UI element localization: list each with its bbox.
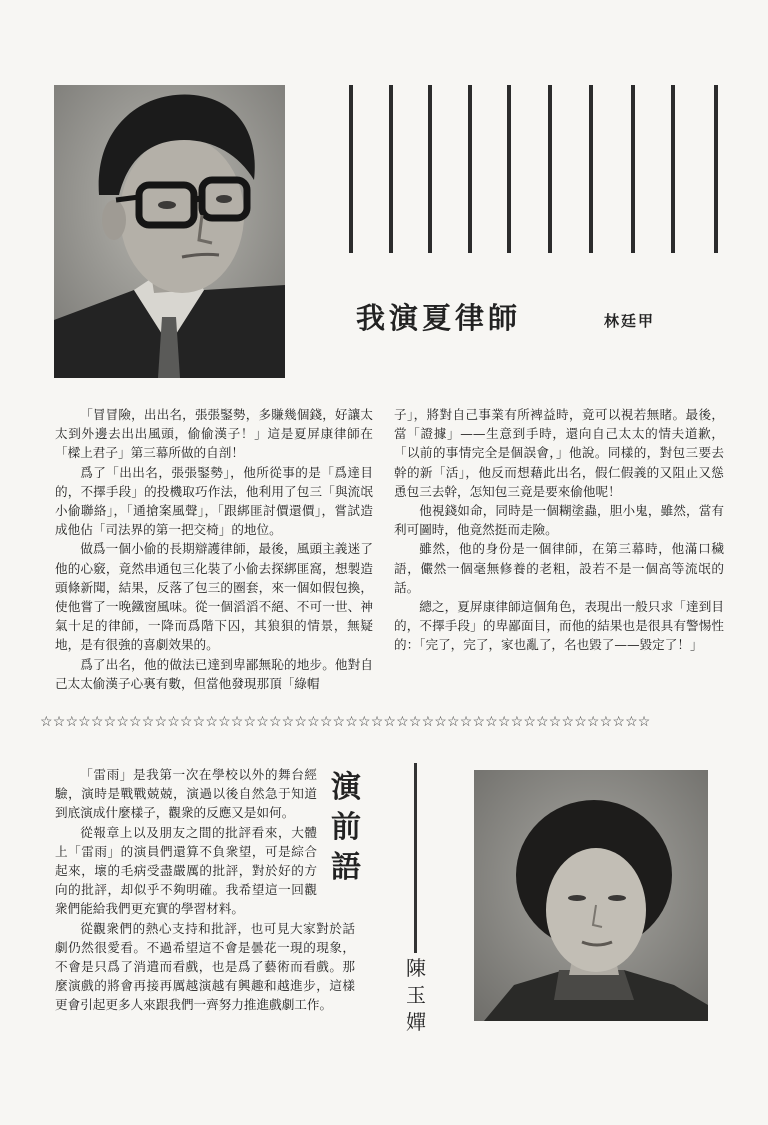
deco-line (428, 85, 432, 253)
author-char: 嬋 (406, 1010, 426, 1034)
article2-body (55, 765, 355, 1015)
paragraph: 子」，將對自己事業有所裨益時，竟可以視若無睹。最後，當「證據」——生意到手時，還向自己太太的情夫道歉，「以前的事情完全是個誤會，」他說。同樣的，對包三要去幹的新「活」，他反而想藉此出名，假仁假義的又阻止又慫恿包三去幹，怎知包三竟是要來偷他呢！ (394, 407, 724, 499)
paragraph: 爲了「出出名，張張鋻勢」，他所從事的是「爲達目的，不擇手段」的投機取巧作法，他利用了包三「與流氓小偷聯絡」，「通搶案風聲」，「跟綁匪討價還價」，嘗試造成他佔「司法界的第一把交椅」的地位。 (55, 464, 373, 538)
star-divider: ☆☆☆☆☆☆☆☆☆☆☆☆☆☆☆☆☆☆☆☆☆☆☆☆☆☆☆☆☆☆☆☆☆☆☆☆☆☆☆☆☆☆☆☆☆☆☆☆ (40, 714, 651, 730)
deco-line (468, 85, 472, 253)
author-char: 玉 (406, 983, 426, 1007)
deco-line (548, 85, 552, 253)
paragraph: 爲了出名，他的做法已達到卑鄙無恥的地步。他對自己太太偷漢子心裏有數，但當他發現那頂「綠帽 (55, 656, 373, 691)
author-char: 陳 (406, 956, 426, 980)
paragraph: 「雷雨」是我第一次在學校以外的舞台經驗，演時是戰戰兢兢，演過以後自然急于知道到底演成什麼樣子，觀衆的反應又是如何。 (55, 767, 317, 821)
portrait-photo-woman (474, 770, 708, 1021)
article-column-2 (394, 405, 724, 655)
article2-vertical-author (403, 955, 429, 1036)
portrait-photo-man (54, 85, 285, 378)
paragraph: 雖然，他的身份是一個律師，在第三幕時，他滿口穢語，儼然一個毫無修養的老粗，設若不是一個高等流氓的話。 (394, 541, 724, 595)
paragraph: 總之，夏屏康律師這個角色，表現出一般只求「達到目的，不擇手段」的卑鄙面目，而他的結果也是很具有警惕性的：「完了，完了，家也亂了，名也毀了——毀定了！」 (394, 599, 724, 653)
paragraph: 從報章上以及朋友之間的批評看來，大體上「雷雨」的演員們還算不負衆望，可是綜合起來，壞的毛病受盡嚴厲的批評，對於好的方向的批評，却似乎不夠明確。我希望這一回觀衆們能給我們更充實的學習材料。 (55, 824, 317, 917)
article2-vertical-title (326, 768, 366, 888)
title-char: 演 (331, 770, 361, 805)
paragraph: 做爲一個小偷的長期辯護律師，最後，風頭主義迷了他的心竅，竟然串通包三化裝了小偷去探綁匪窩，想製造頭條新聞，結果，反落了包三的圈套，來一個如假包換，使他嘗了一晚鐵窗風味。從一個滔滔不絕、不可一世、神氣十足的律師，一降而爲階下囚，其狼狽的情景，無疑地，是有很強的喜劇效果的。 (55, 541, 373, 653)
title-char: 語 (331, 850, 361, 885)
deco-line (671, 85, 675, 253)
portrait-man-image (54, 85, 285, 378)
deco-line (631, 85, 635, 253)
decorative-vertical-lines (349, 85, 721, 253)
article-column-1 (55, 405, 373, 693)
article-title: 我演夏律師 (356, 301, 522, 335)
title-char: 前 (331, 810, 361, 845)
deco-line (589, 85, 593, 253)
paragraph: 「冒冒險，出出名，張張鋻勢，多賺幾個錢，好讓太太到外邊去出出風頭，偷偷漢子！」這是夏屏康律師在「樑上君子」第三幕所做的自剖！ (55, 407, 373, 461)
portrait-woman-image (474, 770, 708, 1021)
deco-line (714, 85, 718, 253)
paragraph: 從觀衆們的熱心支持和批評，也可見大家對於話劇仍然很愛看。不過希望這不會是曇花一現的現象，不會是只爲了消遣而看戲，也是爲了藝術而看戲。那麼演戲的將會再接再厲越演越有興趣和越進步，這樣更會引起更多人來跟我們一齊努力推進戲劇工作。 (55, 920, 355, 1013)
deco-line (389, 85, 393, 253)
paragraph: 他視錢如命，同時是一個糊塗蟲，胆小鬼，雖然，當有利可圖時，他竟然挺而走險。 (394, 503, 724, 538)
deco-line (507, 85, 511, 253)
deco-line (349, 85, 353, 253)
author-divider-line (414, 763, 417, 953)
article-author: 林廷甲 (604, 312, 656, 330)
